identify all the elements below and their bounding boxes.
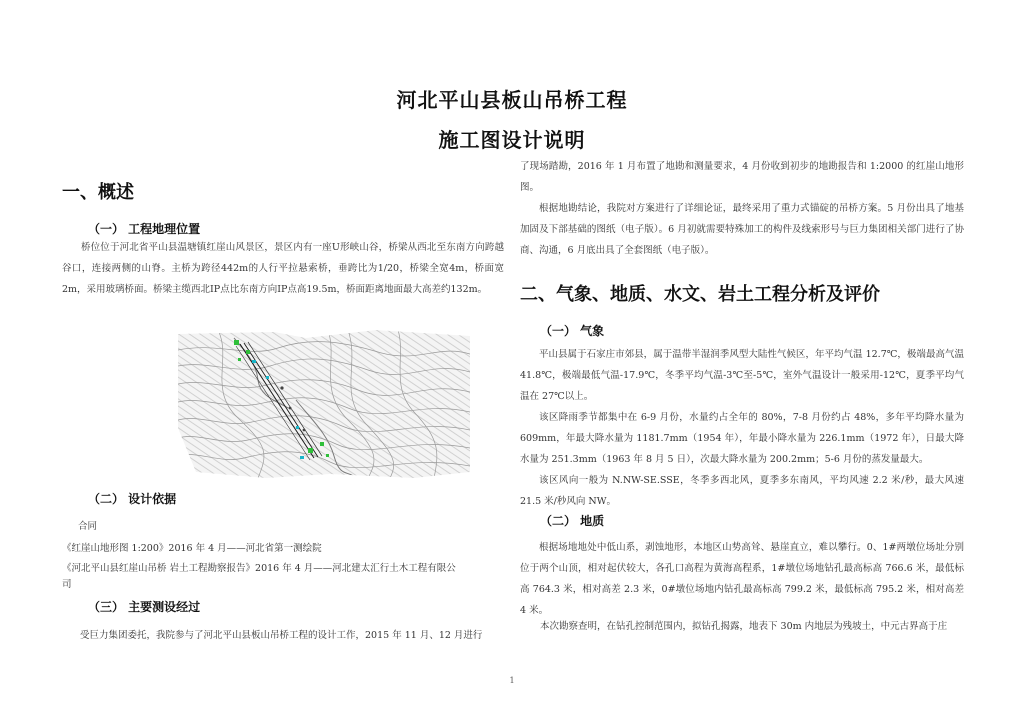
section-2-heading: 二、气象、地质、水文、岩土工程分析及评价 [520, 284, 880, 305]
design-basis-item: 合同 [78, 521, 98, 532]
design-basis-item: 司 [62, 579, 72, 590]
design-basis-item: 《河北平山县红崖山吊桥 岩土工程勘察报告》2016 年 4 月——河北建太汇行土木工程有限公 [62, 563, 456, 574]
design-basis-item: 《红崖山地形图 1:200》2016 年 4 月——河北省第一测绘院 [62, 543, 322, 554]
section-1-3-heading: （三） 主要测设经过 [88, 600, 201, 614]
section-1-1-heading: （一） 工程地理位置 [88, 222, 201, 236]
bridge-site-map [178, 330, 470, 478]
scheme-paragraph: 根据地勘结论，我院对方案进行了详细论证，最终采用了重力式锚碇的吊桥方案。5 月份出具了地基加固及下部基础的图纸（电子版）。6 月初就需要特殊加工的构件及线索形号与巨力集团相关部门进行了协商、沟通，6 月底出具了全套图纸（电子版）。 [520, 203, 964, 256]
wind-paragraph: 该区风向一般为 N.NW-SE.SSE，冬季多西北风，夏季多东南风，平均风速 2.2 米/秒，最大风速 21.5 米/秒风向 NW。 [520, 475, 964, 507]
weather-paragraph: 平山县属于石家庄市郊县，属于温带半湿润季风型大陆性气候区，年平均气温 12.7℃，极端最高气温 41.8℃，极端最低气温-17.9℃，冬季平均气温-3℃至-5℃，室外气温设计一般采用-12℃，夏季平均气温在 27℃以上。 [520, 349, 964, 402]
section-2-2-heading: （二） 地质 [540, 514, 605, 528]
section-1-2-heading: （二） 设计依据 [88, 492, 177, 506]
section-1-3-paragraph: 受巨力集团委托，我院参与了河北平山县板山吊桥工程的设计工作，2015 年 11 月、12 月进行 [80, 630, 483, 641]
page-number: 1 [509, 676, 515, 685]
contour-map-area [178, 330, 470, 478]
continued-paragraph: 了现场踏勘，2016 年 1 月布置了地勘和测量要求，4 月份收到初步的地勘报告和 1:2000 的红崖山地形图。 [520, 161, 964, 193]
geology-paragraph: 根据场地地处中低山系，剥蚀地形，本地区山势高耸、悬崖直立，难以攀行。0、1#两墩位场址分别位于两个山顶，相对起伏较大，各孔口高程为黄海高程系，1#墩位场地钻孔最高标高 766.6 米，最低标高 764.3 米，相对高差 2.3 米，0#墩位场地内钻孔最高标高 799.2 米，最低标高 795.2 米，相对高差 4 米。 [520, 542, 964, 616]
document-title: 河北平山县板山吊桥工程 [396, 88, 628, 112]
geology-paragraph-continued: 本次勘察查明，在钻孔控制范围内，拟钻孔揭露，地表下 30m 内地层为残坡土，中元古界高于庄 [540, 621, 948, 632]
rainfall-paragraph: 该区降雨季节都集中在 6-9 月份，水量约占全年的 80%，7-8 月份约占 48%，多年平均降水量为 609mm，年最大降水量为 1181.7mm（1954 年），年最小降水量为 226.1mm（1972 年），日最大降水量为 251.3mm（1963 年 8 月 5 日），次最大降水量为 200.2mm；5-6 月份的蒸发量最大。 [520, 412, 964, 465]
section-1-1-paragraph: 桥位位于河北省平山县温塘镇红崖山风景区，景区内有一座U形峡山谷，桥梁从西北至东南方向跨越谷口，连接两侧的山脊。主桥为跨径442m的人行平拉悬索桥，垂跨比为1/20，桥梁全宽4m，桥面宽2m，采用玻璃桥面。桥梁主缆西北IP点比东南方向IP点高19.5m，桥面距离地面最大高差约132m。 [62, 242, 504, 295]
document-subtitle: 施工图设计说明 [438, 128, 586, 152]
section-1-heading: 一、概述 [62, 182, 134, 203]
section-2-1-heading: （一） 气象 [540, 324, 605, 338]
